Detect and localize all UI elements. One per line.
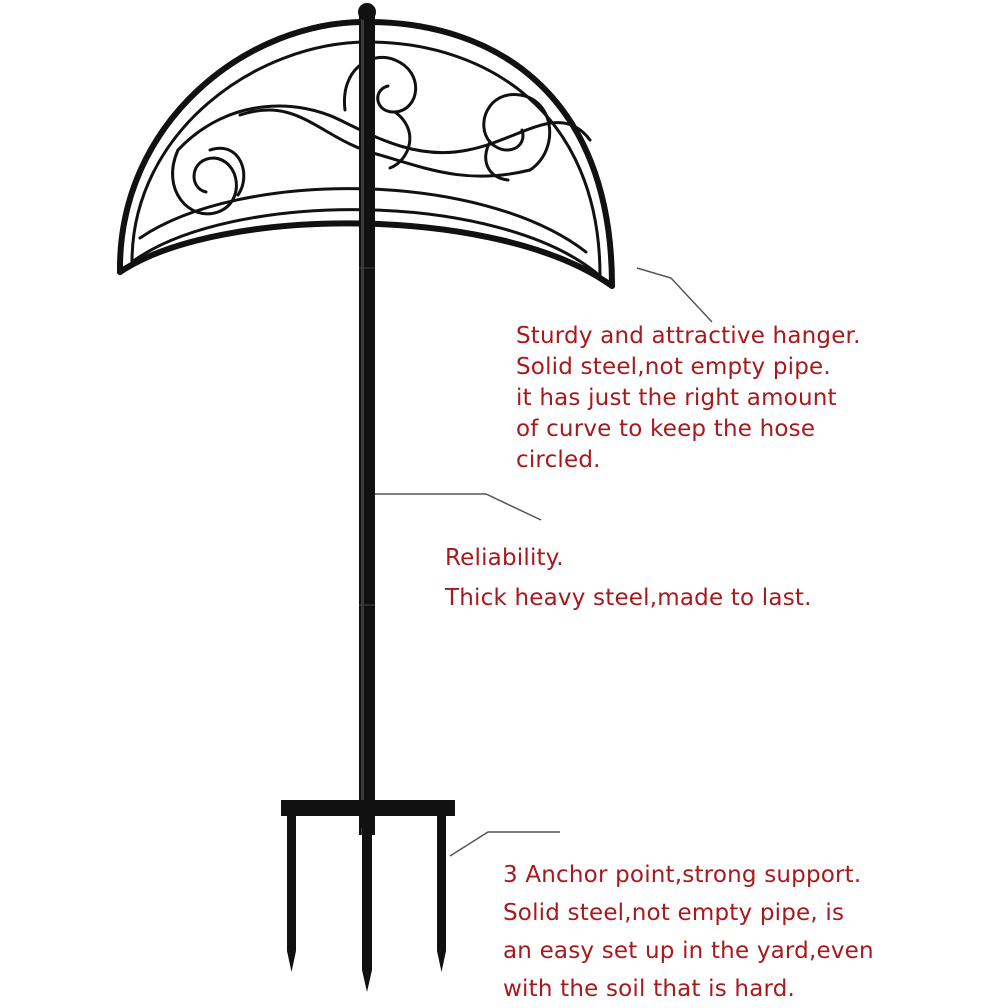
callout-hanger-line: of curve to keep the hose bbox=[516, 416, 816, 442]
callout-base-line: 3 Anchor point,strong support. bbox=[503, 862, 862, 888]
callout-base-line: with the soil that is hard. bbox=[503, 976, 796, 1002]
callout-hanger bbox=[516, 321, 861, 476]
callout-hanger-line: it has just the right amount bbox=[516, 385, 837, 411]
leader-line-hanger bbox=[637, 268, 712, 322]
leader-line-base bbox=[450, 832, 560, 856]
callout-base-line: an easy set up in the yard,even bbox=[503, 938, 874, 964]
callout-hanger-line: Sturdy and attractive hanger. bbox=[516, 323, 861, 349]
callout-hanger-line: Solid steel,not empty pipe. bbox=[516, 354, 831, 380]
callout-pole-line: Thick heavy steel,made to last. bbox=[445, 585, 812, 611]
ground-stake-base bbox=[281, 800, 455, 992]
callout-hanger-line: circled. bbox=[516, 447, 601, 473]
callout-base bbox=[503, 856, 874, 1008]
callout-pole-line: Reliability. bbox=[445, 545, 564, 571]
support-pole bbox=[358, 3, 376, 835]
callout-base-line: Solid steel,not empty pipe, is bbox=[503, 900, 845, 926]
callout-pole bbox=[445, 538, 812, 618]
leader-line-pole bbox=[375, 494, 541, 520]
